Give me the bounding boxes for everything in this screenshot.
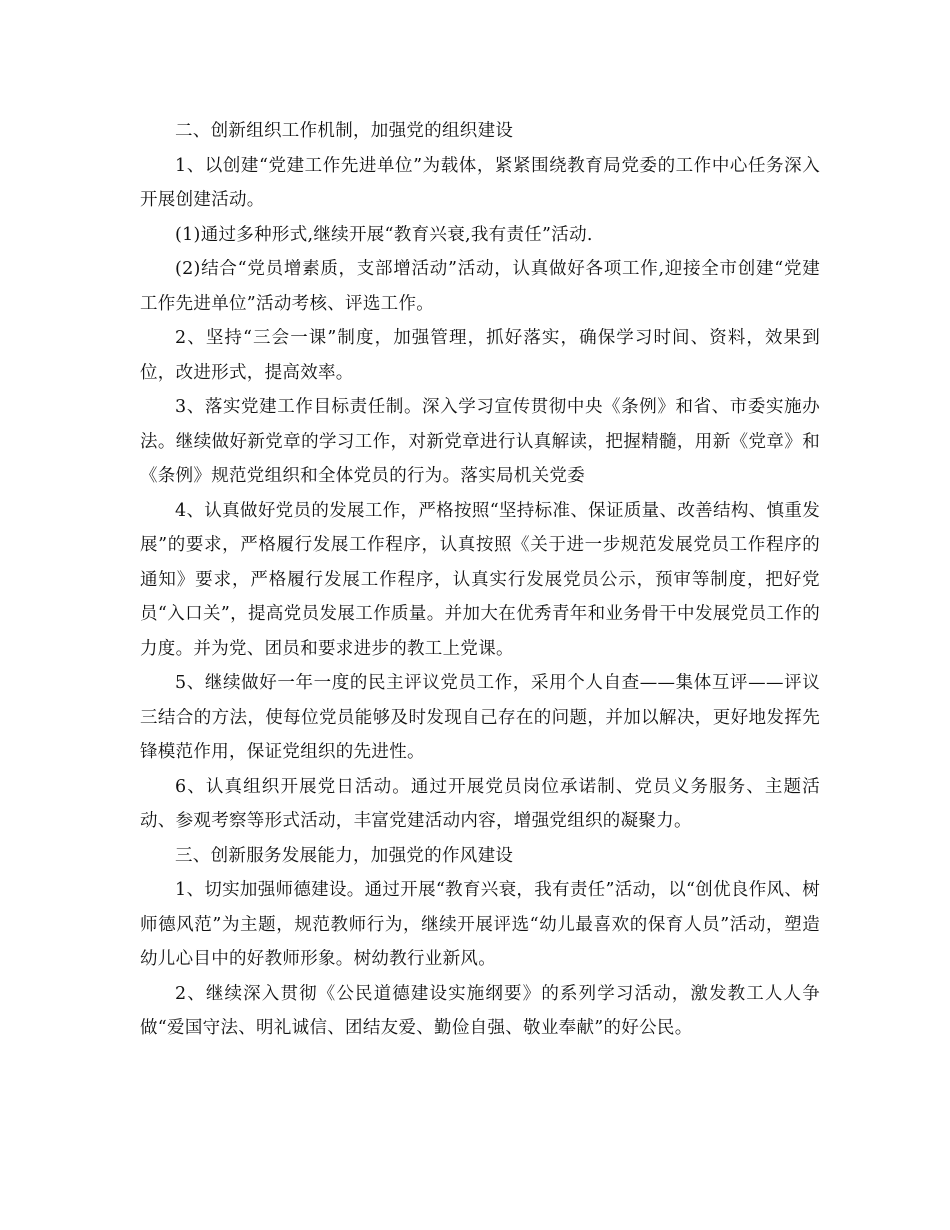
paragraph-1-2: (2)结合“党员增素质，支部增活动”活动，认真做好各项工作,迎接全市创建“党建工作先进单位”活动考核、评选工作。: [140, 259, 820, 314]
paragraph-3-2: 2、继续深入贯彻《公民道德建设实施纲要》的系列学习活动，激发教工人人争做“爱国守法、明礼诚信、团结友爱、勤俭自强、敬业奉献”的好公民。: [140, 983, 820, 1038]
paragraph-1-1: (1)通过多种形式,继续开展“教育兴衰,我有责任”活动.: [175, 224, 593, 245]
paragraph-2: 2、坚持“三会一课”制度，加强管理，抓好落实，确保学习时间、资料，效果到位，改进形式，提高效率。: [140, 328, 820, 383]
paragraph-4: 4、认真做好党员的发展工作，严格按照“坚持标准、保证质量、改善结构、慎重发展”的要求，严格履行发展工作程序，认真按照《关于进一步规范发展党员工作程序的通知》要求，严格履行发展工作程序，认真实行发展党员公示，预审等制度，把好党员“入口关”，提高党员发展工作质量。并加大在优秀青年和业务骨干中发展党员工作的力度。并为党、团员和要求进步的教工上党课。: [140, 500, 820, 659]
paragraph-3-1: 1、切实加强师德建设。通过开展“教育兴衰，我有责任”活动，以“创优良作风、树师德风范”为主题，规范教师行为，继续开展评选“幼儿最喜欢的保育人员”活动，塑造幼儿心目中的好教师形象。树幼教行业新风。: [140, 880, 820, 969]
paragraph-3: 3、落实党建工作目标责任制。深入学习宣传贯彻中央《条例》和省、市委实施办法。继续做好新党章的学习工作，对新党章进行认真解读，把握精髓，用新《党章》和《条例》规范党组织和全体党员的行为。落实局机关党委: [140, 397, 820, 486]
paragraph-5: 5、继续做好一年一度的民主评议党员工作，采用个人自查——集体互评——评议三结合的方法，使每位党员能够及时发现自己存在的问题，并加以解决，更好地发挥先锋模范作用，保证党组织的先进性。: [140, 673, 820, 762]
paragraph-6: 6、认真组织开展党日活动。通过开展党员岗位承诺制、党员义务服务、主题活动、参观考察等形式活动，丰富党建活动内容，增强党组织的凝聚力。: [140, 776, 820, 831]
section-heading-3: 三、创新服务发展能力，加强党的作风建设: [175, 845, 514, 866]
section-heading-2: 二、创新组织工作机制，加强党的组织建设: [175, 121, 514, 141]
paragraph-1: 1、以创建“党建工作先进单位”为载体，紧紧围绕教育局党委的工作中心任务深入开展创建活动。: [140, 155, 820, 210]
